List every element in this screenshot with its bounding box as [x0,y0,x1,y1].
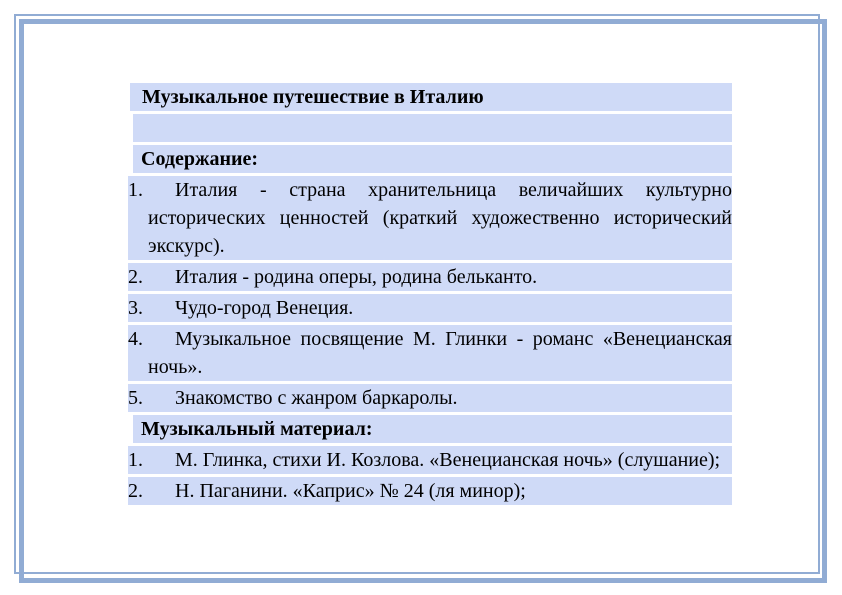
list-item [128,384,732,412]
list-item [128,446,732,474]
item-number: 2. [128,480,143,502]
section-heading: Музыкальный материал: [133,415,732,443]
list-item [128,176,732,260]
item-text: Знакомство с жанром баркаролы. [175,387,458,409]
item-text: Музыкальное посвящение М. Глинки - романс «Венецианская ночь». [148,328,732,378]
item-number: 1. [128,179,143,201]
list-item [128,263,732,291]
item-number: 1. [128,449,143,471]
item-text: Чудо-город Венеция. [175,297,354,319]
slide-title: Музыкальное путешествие в Италию [130,83,732,111]
blank-line [133,114,732,142]
list-item [128,477,732,505]
item-number: 2. [128,266,143,288]
item-number: 4. [128,328,143,350]
slide-content-block [128,83,732,508]
item-text: М. Глинка, стихи И. Козлова. «Венецианская ночь» (слушание); [175,449,721,471]
list-item [128,325,732,381]
item-number: 5. [128,387,143,409]
sections-container [128,145,732,505]
item-text: Н. Паганини. «Каприс» № 24 (ля минор); [175,480,526,502]
item-text: Италия - родина оперы, родина бельканто. [175,266,538,288]
section-heading: Содержание: [133,145,732,173]
item-text: Италия - страна хранительница величайших культурно исторических ценностей (краткий художественно исторический экскурс). [148,179,732,257]
item-number: 3. [128,297,143,319]
list-item [128,294,732,322]
